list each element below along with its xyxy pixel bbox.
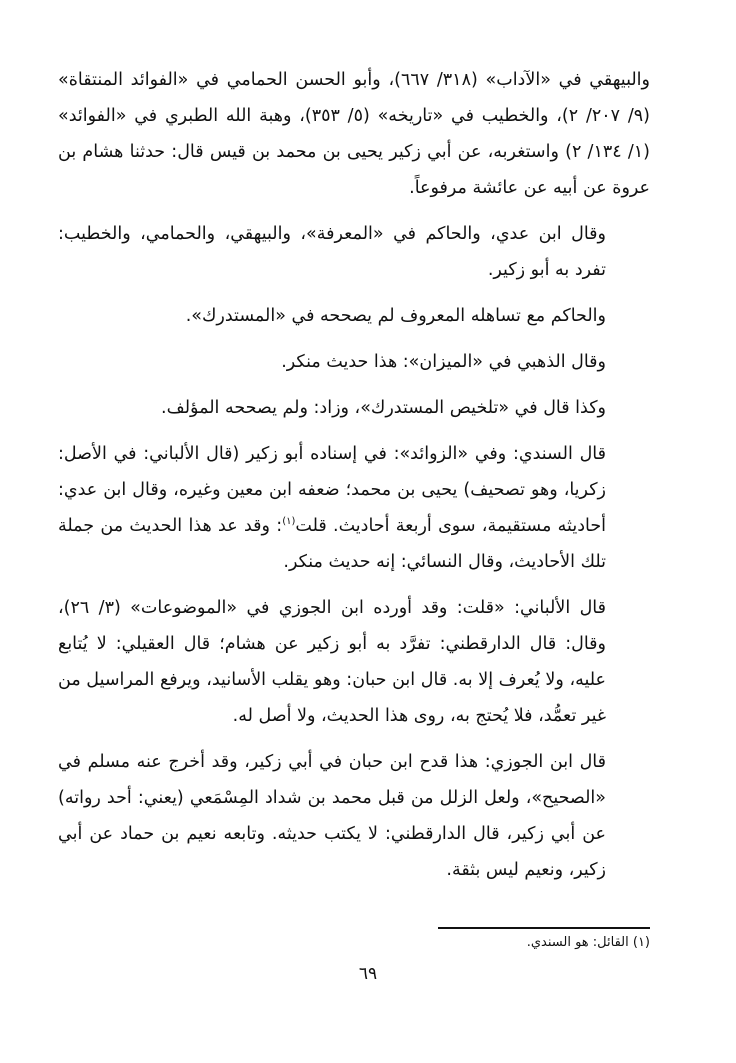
paragraph-talkhis: وكذا قال في «تلخيص المستدرك»، وزاد: ولم يصححه المؤلف. — [161, 398, 606, 418]
sindi-text-after: : وقد عد هذا الحديث من جملة تلك الأحاديث، وقال النسائي: إنه حديث منكر. — [58, 516, 606, 572]
paragraph-dhahabi: وقال الذهبي في «الميزان»: هذا حديث منكر. — [281, 352, 606, 372]
sindi-text-before: قال السندي: وفي «الزوائد»: في إسناده أبو زكير (قال الألباني: في الأصل: زكريا، وهو تصحيف) يحيى بن محمد؛ ضعفه ابن معين وغيره، وقال ابن عدي: أحاديثه مستقيمة، سوى أربعة أحاديث. قلت — [58, 444, 607, 536]
page-body — [58, 62, 650, 898]
paragraph-ibn-adi: وقال ابن عدي، والحاكم في «المعرفة»، والبيهقي، والحمامي، والخطيب: تفرد به أبو زكير. — [58, 224, 606, 280]
paragraph-albani: قال الألباني: «قلت: وقد أورده ابن الجوزي في «الموضوعات» (٣/ ٢٦)، وقال: قال الدارقطني: تفرَّد به أبو زكير عن هشام؛ قال العقيلي: لا يُتابع عليه، ولا يُعرف إلا به. قال ابن حبان: وهو يقلب الأسانيد، ويرفع المراسيل من غير تعمُّد، فلا يُحتج به، روى هذا الحديث، ولا أصل له. — [58, 598, 606, 726]
footnote-divider — [438, 927, 650, 929]
paragraph-hakim: والحاكم مع تساهله المعروف لم يصححه في «المستدرك». — [185, 306, 606, 326]
paragraph-sindi — [58, 436, 650, 580]
paragraph-ibn-jawzi: قال ابن الجوزي: هذا قدح ابن حبان في أبي زكير، وقد أخرج عنه مسلم في «الصحيح»، ولعل الزلل من قبل محمد بن شداد المِسْمَعي (يعني: أحد رواته) عن أبي زكير، قال الدارقطني: لا يكتب حديثه. وتابعه نعيم بن حماد عن أبي زكير، ونعيم ليس بثقة. — [58, 752, 606, 880]
paragraph-sources: والبيهقي في «الآداب» (٣١٨/ ٦٦٧)، وأبو الحسن الحمامي في «الفوائد المنتقاة» (٩/ ٢٠٧/ ٢)، والخطيب في «تاريخه» (٥/ ٣٥٣)، وهبة الله الطبري في «الفوائد» (١/ ١٣٤/ ٢) واستغربه، عن أبي زكير يحيى بن محمد بن قيس قال: حدثنا هشام بن عروة عن أبيه عن عائشة مرفوعاً. — [58, 70, 650, 198]
page-number: ٦٩ — [358, 964, 378, 984]
footnote-marker[interactable]: (١) — [282, 516, 296, 528]
footnote: (١) القائل: هو السندي. — [526, 935, 650, 950]
